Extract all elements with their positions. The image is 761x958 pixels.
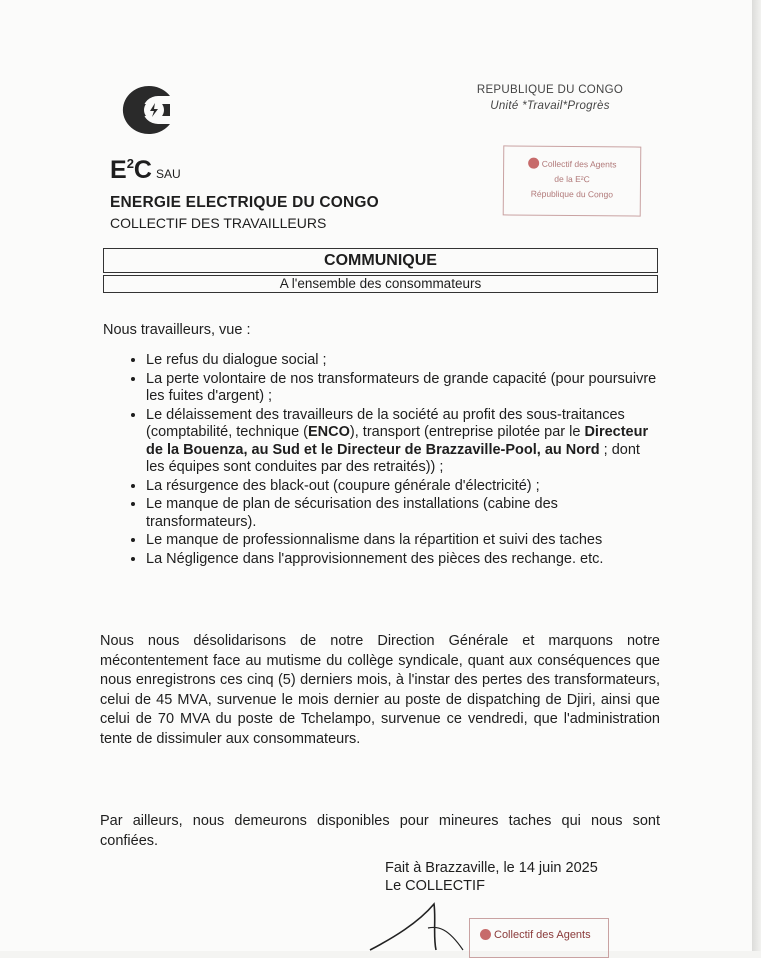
- list-item: • Le manque de plan de sécurisation des installations (cabine des transformateurs).: [146, 496, 661, 531]
- republic-motto: Unité *Travail*Progrès: [490, 100, 610, 112]
- place-date: Fait à Brazzaville, le 14 juin 2025: [385, 860, 598, 876]
- company-subtitle: COLLECTIF DES TRAVAILLEURS: [110, 215, 327, 231]
- communique-subtitle: A l'ensemble des consommateurs: [103, 275, 658, 293]
- stamp-top-line2: de la E²C: [554, 173, 590, 185]
- stamp-top-line1: Collectif des Agents: [504, 156, 640, 172]
- handwritten-signature-icon: [368, 898, 478, 951]
- stamp-logo-icon: [528, 158, 539, 169]
- stamp-bottom: Collectif des Agents: [469, 918, 609, 958]
- brand-suffix: SAU: [155, 167, 181, 181]
- page-edge-shadow: [752, 0, 761, 951]
- republic-name: REPUBLIQUE DU CONGO: [476, 84, 624, 96]
- signoff-block: [385, 859, 598, 895]
- paragraph-availability: Par ailleurs, nous demeurons disponibles pour mineures taches qui nous sont confiées.: [100, 813, 660, 849]
- company-block: [110, 150, 379, 231]
- list-item: • Le refus du dialogue social ;: [146, 352, 661, 370]
- list-item: • Le manque de professionnalisme dans la répartition et suivi des taches: [146, 532, 661, 550]
- communique-title: COMMUNIQUE: [103, 248, 658, 273]
- grievance-list: [101, 352, 661, 569]
- e2c-logo-icon: [108, 82, 178, 138]
- intro-text: Nous travailleurs, vue :: [103, 322, 251, 338]
- company-name: ENERGIE ELECTRIQUE DU CONGO: [110, 194, 379, 211]
- list-item: • La Négligence dans l'approvisionnement des pièces des rechange. etc.: [146, 551, 661, 569]
- list-item: • La perte volontaire de nos transformateurs de grande capacité (pour poursuivre les fuites d'argent) ;: [146, 371, 661, 406]
- list-item: • Le délaissement des travailleurs de la société au profit des sous-traitances (comptabilité, technique (ENCO), transport (entreprise pilotée par le Directeur de la Bouenza, au Sud et le Directeur de Brazzaville-Pool, au Nord ; dont les équipes sont conduites par des retraités)) ;: [146, 407, 661, 477]
- signatory: Le COLLECTIF: [385, 878, 485, 894]
- republic-header: [440, 82, 660, 114]
- list-item: • La résurgence des black-out (coupure générale d'électricité) ;: [146, 478, 661, 496]
- stamp-top-line3: République du Congo: [530, 188, 614, 200]
- stamp-logo-icon: [480, 929, 491, 940]
- stamp-top: [503, 145, 642, 216]
- paragraph-desolidarisation: Nous nous désolidarisons de notre Direction Générale et marquons notre mécontentement face au mutisme du collège syndicale, quant aux conséquences que nous enregistrons ces cinq (5) derniers mois, à l'instar des pertes des transformateurs, celui de 45 MVA, survenue le mois dernier au poste de dispatching de Djiri, ainsi que celui de 70 MVA du poste de Tchelampo, survenue ce vendredi, que l'administration tente de dissimuler aux consommateurs.: [100, 633, 660, 747]
- brand-name: $E^2C$ SAU: [110, 156, 181, 184]
